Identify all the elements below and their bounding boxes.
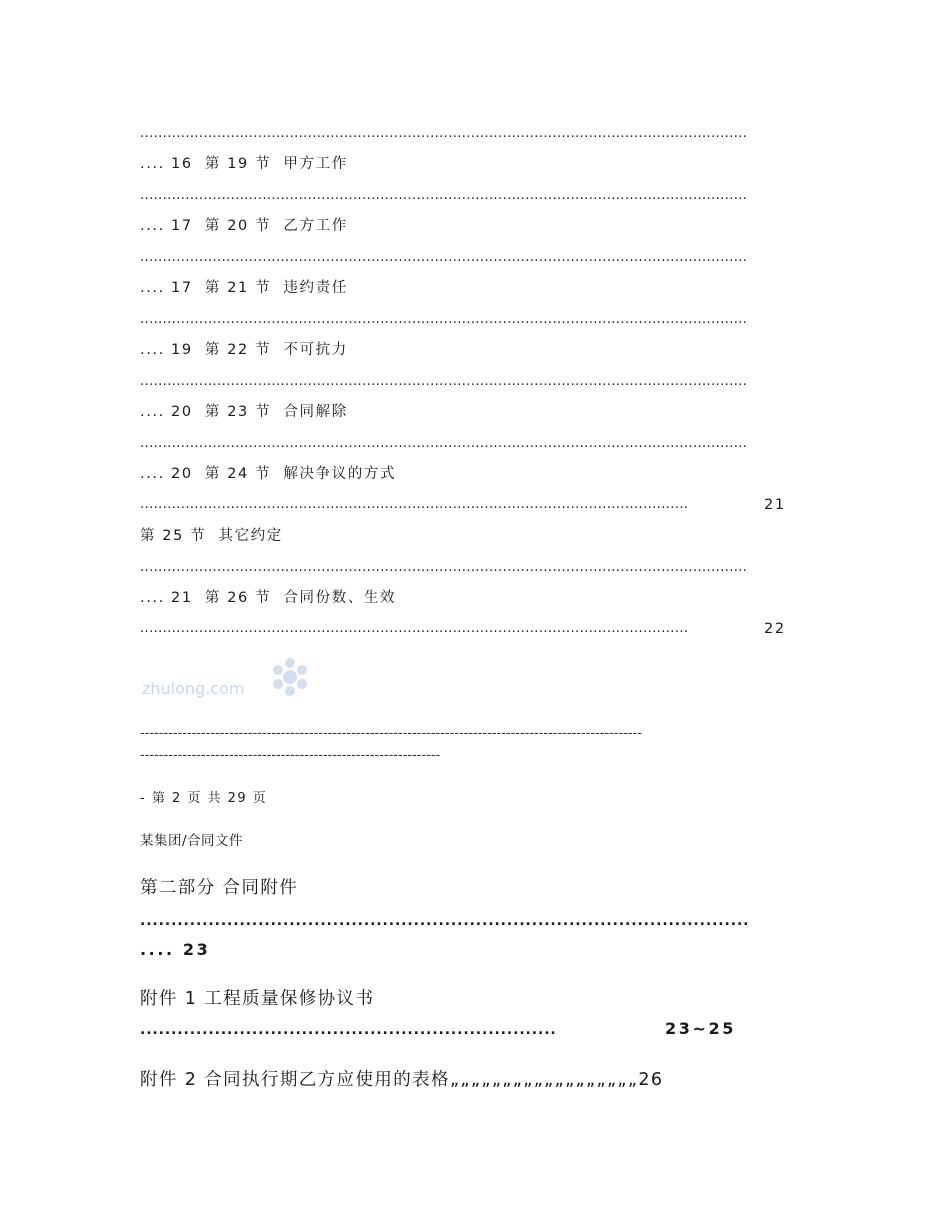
watermark-text: zhulong.com [142,679,245,698]
toc-entry-title: 乙方工作 [283,218,348,234]
toc-entry-title: 合同份数、生效 [283,590,397,606]
toc-leader-dots: ...................................................................................................................................... [140,560,748,575]
toc-entry-section: 第 25 节 [140,528,207,544]
toc-entry[interactable] [140,278,348,298]
toc-leader-dots: ...................................................................................................................................... [140,188,748,203]
watermark-logo [140,655,320,701]
toc-entry-lead: .... 19 [140,342,193,358]
toc-entry[interactable] [140,154,348,174]
page-separator: ---------------------------------------------------------------- [140,748,441,763]
toc-entry-title: 甲方工作 [283,156,348,172]
toc-leader-dots: ......................................................................................................................... [140,621,689,636]
toc-entry-section: 第 24 节 [204,466,272,482]
toc-entry-lead: .... 17 [140,280,193,296]
toc-entry[interactable] [140,526,283,546]
toc-leader-dots: ...................................................................................................................................... [140,312,748,327]
toc-entry-title: 其它约定 [218,528,283,544]
toc-entry-section: 第 21 节 [204,280,272,296]
toc-page-number: 22 [764,621,786,637]
toc-entry[interactable] [140,588,396,608]
part-page-number: .... 23 [140,940,211,959]
toc-page-number: 21 [764,497,786,513]
toc-entry-lead: .... 20 [140,404,193,420]
toc-entry-lead: .... 20 [140,466,193,482]
toc-entry[interactable] [140,340,348,360]
page-footer: - 第 2 页 共 29 页 [140,791,268,806]
attachment-leader-dots: ................................................................... [140,1022,557,1038]
part-leader-dots: .................................................................................................. [140,913,750,929]
toc-leader-dots: ...................................................................................................................................... [140,374,748,389]
toc-leader-dots: ...................................................................................................................................... [140,436,748,451]
toc-entry[interactable] [140,216,348,236]
toc-entry-section: 第 26 节 [204,590,272,606]
part-title: 第二部分 合同附件 [140,878,299,898]
toc-leader-dots: ...................................................................................................................................... [140,250,748,265]
toc-entry-section: 第 20 节 [204,218,272,234]
toc-entry-title: 解决争议的方式 [283,466,397,482]
toc-entry-title: 不可抗力 [283,342,348,358]
toc-entry-lead: .... 16 [140,156,193,172]
toc-entry-title: 合同解除 [283,404,348,420]
toc-entry-title: 违约责任 [283,280,348,296]
attachment-title[interactable]: 附件 1 工程质量保修协议书 [140,989,375,1009]
document-header: 某集团/合同文件 [140,833,244,849]
toc-entry-lead: .... 21 [140,590,193,606]
toc-leader-dots: ......................................................................................................................... [140,497,689,512]
attachment-title[interactable]: 附件 2 合同执行期乙方应使用的表格„„„„„„„„„„„„„„„„„„26 [140,1070,664,1090]
toc-entry-section: 第 22 节 [204,342,272,358]
toc-entry-section: 第 23 节 [204,404,272,420]
page-separator: ----------------------------------------------------------------------------------------------------------- [140,726,642,741]
toc-entry-section: 第 19 节 [204,156,272,172]
toc-leader-dots: ...................................................................................................................................... [140,126,748,141]
attachment-page-range: 23~25 [665,1019,736,1038]
toc-entry[interactable] [140,464,396,484]
toc-entry[interactable] [140,402,348,422]
toc-entry-lead: .... 17 [140,218,193,234]
